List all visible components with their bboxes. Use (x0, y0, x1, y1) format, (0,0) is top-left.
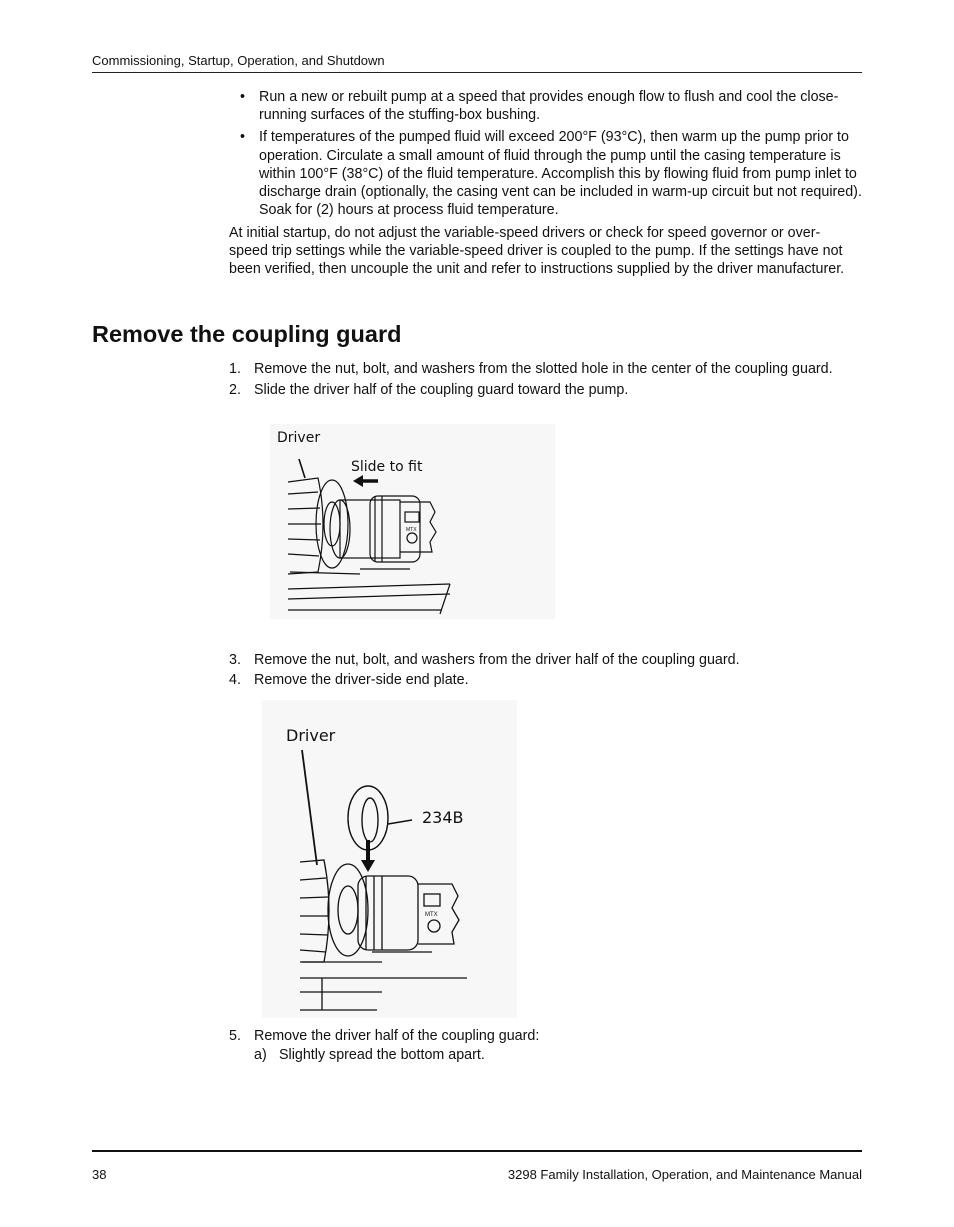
step-text: Slide the driver half of the coupling guard toward the pump. (254, 382, 629, 398)
page-number: 38 (92, 1167, 107, 1182)
step-number: 1. (229, 361, 241, 377)
step-number: 5. (229, 1028, 241, 1044)
step-number: 2. (229, 382, 241, 398)
part-234b-label: 234B (422, 808, 464, 827)
startup-paragraph: At initial startup, do not adjust the variable-speed drivers or check for speed governor or over-speed trip settings while the variable-speed driver is coupled to the pump. If the settings have not been verified, then uncouple the unit and refer to instructions supplied by the driver manufacturer. (229, 225, 845, 278)
manual-title: 3298 Family Installation, Operation, and Maintenance Manual (507, 1167, 862, 1182)
bullet-item (240, 88, 865, 124)
substep-text: Slightly spread the bottom apart. (279, 1047, 485, 1063)
bullet-list (240, 88, 865, 223)
header-divider (92, 72, 862, 73)
bullet-dot: • (240, 89, 246, 105)
nameplate-label: MTX (406, 527, 417, 533)
step-text: Remove the driver-side end plate. (254, 672, 469, 688)
substep-letter: a) (254, 1047, 267, 1063)
bullet-text: If temperatures of the pumped fluid will exceed 200°F (93°C), then warm up the pump prior to operation. Circulate a small amount of fluid through the pump until the casing temperature is within 100°F (38°C) of the fluid temperature. Accomplish this by flowing fluid from pump inlet to discharge drain (optionally, the casing vent can be included in warm-up circuit but not required). Soak for (2) hours at process fluid temperature. (259, 129, 862, 219)
step-text: Remove the driver half of the coupling guard: (254, 1028, 540, 1044)
driver-label: Driver (277, 430, 321, 446)
step-text: Remove the nut, bolt, and washers from the driver half of the coupling guard. (254, 652, 740, 668)
driver-label: Driver (286, 726, 336, 745)
step-number: 4. (229, 672, 241, 688)
section-heading: Remove the coupling guard (92, 321, 402, 347)
bullet-item (240, 128, 865, 219)
figure-slide-coupling-guard (270, 424, 555, 619)
bullet-text: Run a new or rebuilt pump at a speed that provides enough flow to flush and cool the close-running surfaces of the stuffing-box bushing. (259, 89, 839, 124)
step-text: Remove the nut, bolt, and washers from the slotted hole in the center of the coupling guard. (254, 361, 833, 377)
nameplate-label: MTX (425, 912, 438, 918)
slide-to-fit-label: Slide to fit (351, 459, 423, 475)
footer-divider (92, 1150, 862, 1152)
figure-remove-end-plate (262, 700, 517, 1018)
step-number: 3. (229, 652, 241, 668)
running-header: Commissioning, Startup, Operation, and Shutdown (92, 53, 385, 68)
bullet-dot: • (240, 129, 246, 146)
